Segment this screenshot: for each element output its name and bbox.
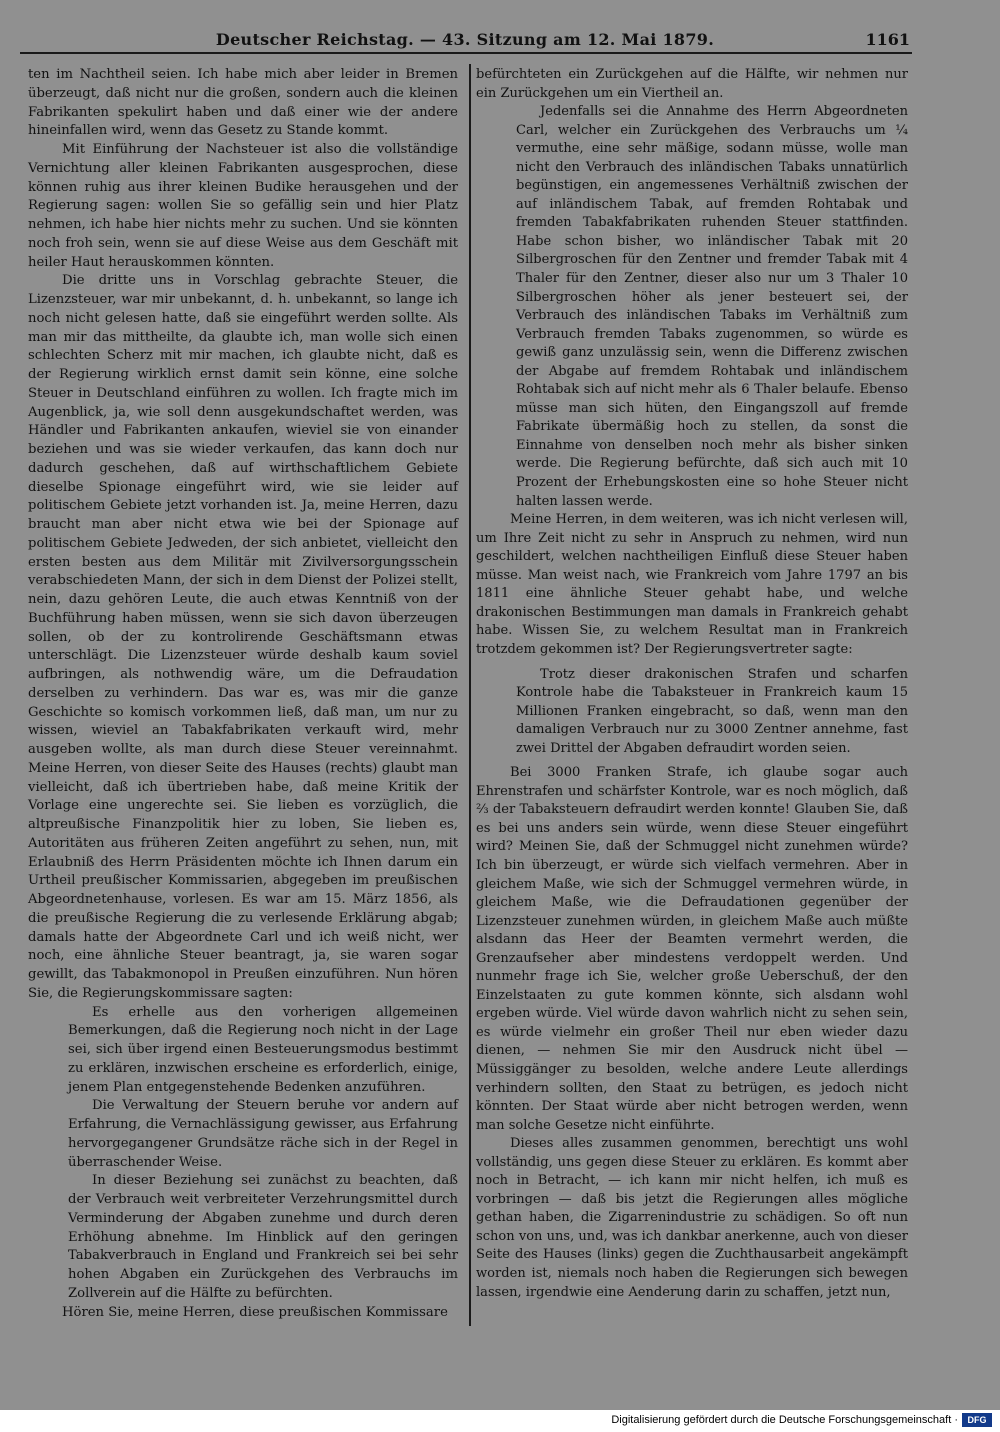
paragraph: befürchteten ein Zurückgehen auf die Hälfte, wir nehmen nur ein Zurückgehen um ein Viertheil an. (476, 67, 908, 101)
page-header (20, 28, 910, 54)
paragraph: Bei 3000 Franken Strafe, ich glaube sogar auch Ehrenstrafen und schärfster Kontrole, war es noch möglich, daß ⅔ der Tabaksteuern defraudirt werden konnte! Glauben Sie, daß es bei uns anders sein würde, wenn diese Steuer eingeführt wird? Meinen Sie, daß der Schmuggel nicht zunehmen würde? Ich bin überzeugt, er würde sich vielfach vermehren. Aber in gleichem Maße, wie sich der Schmuggel vermehren würde, in gleichem Maße, wie die Defraudationen gegenüber der Lizenzsteuer zunehmen würden, in gleichem Maße auch müßte alsdann das Heer der Beamten vermehrt werden, die Grenzaufseher aber mindestens verdoppelt werden. Und nunmehr frage ich Sie, welcher große Ueberschuß, der den Einzelstaaten zu gute kommen könnte, sich alsdann wohl ergeben würde. Viel würde davon wahrlich nicht zu sehen sein, es würde vielmehr ein großer Theil nur eben wieder dazu dienen, — nehmen Sie mir den Ausdruck nicht übel — Müssiggänger zu besolden, welche andere Leute allerdings verhindern sollten, den Staat zu betrügen, es jedoch nicht könnten. Der Staat würde aber nicht betrogen werden, wenn man solche Gesetze nicht einführte. (476, 765, 908, 1133)
dfg-logo: DFG (962, 1413, 992, 1427)
paragraph: Mit Einführung der Nachsteuer ist also die vollständige Vernichtung aller kleinen Fabrikanten ausgesprochen, diese können ruhig aus ihrer kleinen Budike herausgehen und der Regierung sagen: wollen Sie so gefällig sein und hier Platz nehmen, ich habe hier nichts mehr zu suchen. Und sie könnten noch froh sein, wenn sie auf diese Weise aus dem Geschäft mit heiler Haut herauskommen könnten. (28, 142, 458, 270)
quoted-paragraph: In dieser Beziehung sei zunächst zu beachten, daß der Verbrauch weit verbreiteter Verzehrungsmittel durch Verminderung der Abgaben zunehme und durch deren Erhöhung abnehme. Im Hinblick auf den geringen Tabakverbrauch in England und Frankreich sei bei sehr hohen Abgaben ein Zurückgehen des Verbrauchs im Zollverein auf die Hälfte zu befürchten. (68, 1173, 458, 1301)
paragraph: Die dritte uns in Vorschlag gebrachte Steuer, die Lizenzsteuer, war mir unbekannt, d. h. unbekannt, so lange ich noch nicht gelesen hatte, daß sie eingeführt werden sollte. Als man mir das mittheilte, da glaubte ich, man wolle sich einen schlechten Scherz mit mir machen, ich glaubte nicht, daß es der Regierung wirklich ernst damit sein könne, eine solche Steuer in Deutschland einführen zu wollen. Ich fragte mich im Augenblick, ja, wie soll denn ausgekundschaftet werden, was Händler und Fabrikanten ankaufen, wieviel sie von einander beziehen und was sie wieder verkaufen, das kann doch nur dadurch geschehen, daß auf wirthschaftlichem Gebiete dieselbe Spionage eingeführt wird, wie sie leider auf politischem Gebiete jetzt vorhanden ist. Ja, meine Herren, dazu braucht man aber nicht etwa wie bei der Spionage auf politischem Gebiete Jedweden, der sich anbietet, vielleicht den ersten besten aus dem Militär mit Zivilversorgungsschein verabschiedeten Mann, der sich in dem Dienst der Polizei stellt, nein, dazu gehören Leute, die auch etwas Kenntniß von der Buchführung haben müssen, wenn sie sich davon überzeugen sollen, ob der zu kontrolirende Geschäftsmann etwas unterschlägt. Die Lizenzsteuer würde deshalb kaum soviel aufbringen, als nothwendig wäre, um die Defraudation derselben zu verhindern. Das war es, was mir die ganze Geschichte so komisch vorkommen ließ, daß man, um nur zu wissen, wieviel an Tabakfabrikaten verkauft wird, mehr ausgeben wollte, als man durch diese Steuer vereinnahmt. Meine Herren, von dieser Seite des Hauses (rechts) glaubt man vielleicht, daß ich übertrieben habe, daß meine Kritik der Vorlage eine ungerechte sei. Sie lieben es vorzüglich, die altpreußische Finanzpolitik hier zu loben, Sie lieben es, Autoritäten aus früheren Zeiten angeführt zu sehen, nun, mit Erlaubniß des Herrn Präsidenten möchte ich Ihnen darum ein Urtheil preußischer Kommissarien, abgegeben im preußischen Abgeordnetenhause, vorlesen. Es war am 15. März 1856, als die preußische Regierung die zu verlesende Erklärung abgab; damals hatte der Abgeordnete Carl und ich weiß nicht, wer noch, eine ähnliche Steuer beantragt, ja, sie waren sogar gewillt, das Tabakmonopol in Preußen einzuführen. Nun hören Sie, die Regierungskommissare sagten: (28, 273, 458, 1001)
header-rule (20, 52, 912, 54)
quoted-paragraph: Trotz dieser drakonischen Strafen und scharfen Kontrole habe die Tabaksteuer in Frankreich kaum 15 Millionen Franken eingebracht, so daß, wenn man den damaligen Verbrauch nur zu 3000 Zentner annehme, fast zwei Drittel der Abgaben defraudirt worden seien. (516, 666, 908, 756)
page-number: 1161 (865, 30, 910, 49)
footer-bar (0, 1410, 1000, 1432)
paragraph: Hören Sie, meine Herren, diese preußischen Kommissare (62, 1304, 448, 1320)
left-column (28, 66, 458, 1322)
paragraph: Meine Herren, in dem weiteren, was ich nicht verlesen will, um Ihre Zeit nicht zu sehr in Anspruch zu nehmen, wird nun geschildert, welchen nachtheiligen Einfluß diese Steuer haben müsse. Man weist nach, wie Frankreich vom Jahre 1797 an bis 1811 eine ähnliche Steuer gehabt habe, und welche drakonischen Bestimmungen man damals in Frankreich gehabt habe. Wissen Sie, zu welchem Resultat man in Frankreich trotzdem gekommen ist? Der Regierungsvertreter sagte: (476, 512, 908, 657)
paragraph: ten im Nachtheil seien. Ich habe mich aber leider in Bremen überzeugt, daß nicht nur die großen, sondern auch die kleinen Fabrikanten spekulirt haben und daß einer wie der andere hineinfallen wird, wenn das Gesetz zu Stande kommt. (28, 67, 458, 139)
quoted-paragraph: Jedenfalls sei die Annahme des Herrn Abgeordneten Carl, welcher ein Zurückgehen des Verbrauchs um ¼ vermuthe, eine sehr mäßige, sodann müsse, wolle man nicht den Verbrauch des inländischen Tabaks unnatürlich begünstigen, ein angemessenes Verhältniß zwischen der auf inländischem Tabak, auf fremden Rohtabak und fremden Tabakfabrikaten ruhenden Steuer stattfinden. Habe schon bisher, wo inländischer Tabak mit 20 Silbergroschen für den Zentner und fremder Tabak mit 4 Thaler für den Zentner, dieser also nur um 3 Thaler 10 Silbergroschen höher als jener besteuert sei, der Verbrauch des inländischen Tabaks im Verhältniß zum Verbrauch fremden Tabaks zugenommen, so würde es gewiß ganz unzulässig sein, wenn die Differenz zwischen der Abgabe auf fremdem Rohtabak und inländischem Rohtabak sich auf nicht mehr als 6 Thaler belaufe. Ebenso müsse man sich hüten, den Eingangszoll auf fremde Fabrikate übermäßig hoch zu stellen, da sonst die Einnahme von denselben noch mehr als bisher sinken werde. Die Regierung befürchte, daß sich auch mit 10 Prozent der Erhebungskosten eine so hohe Steuer nicht halten lassen werde. (516, 104, 908, 509)
right-column (476, 66, 908, 1302)
running-title: Deutscher Reichstag. — 43. Sitzung am 12. Mai 1879. (215, 30, 715, 49)
funding-note: Digitalisierung gefördert durch die Deutsche Forschungsgemeinschaft · (611, 1414, 958, 1426)
quoted-paragraph: Die Verwaltung der Steuern beruhe vor andern auf Erfahrung, die Vernachlässigung gewisser, aus Erfahrung hervorgegangener Grundsätze räche sich in der Regel in überraschender Weise. (68, 1098, 458, 1170)
column-divider (469, 64, 471, 1326)
quoted-paragraph: Es erhelle aus den vorherigen allgemeinen Bemerkungen, daß die Regierung noch nicht in der Lage sei, sich über irgend einen Besteuerungsmodus bestimmt zu erklären, inzwischen erscheine es erforderlich, einige, jenem Plan entgegenstehende Bedenken anzuführen. (68, 1004, 458, 1095)
paragraph: Dieses alles zusammen genommen, berechtigt uns wohl vollständig, uns gegen diese Steuer zu erklären. Es kommt aber noch in Betracht, — ich kann mir nicht helfen, ich muß es vorbringen — daß bis jetzt die Regierungen alles mögliche gethan haben, die Zigarrenindustrie zu schädigen. So oft nun schon von uns, und, was ich dankbar anerkenne, auch von dieser Seite des Hauses (links) gegen die Zuchthausarbeit angekämpft worden ist, niemals noch haben die Regierungen sich bewegen lassen, irgendwie eine Aenderung darin zu schaffen, jetzt nun, (476, 1136, 908, 1300)
